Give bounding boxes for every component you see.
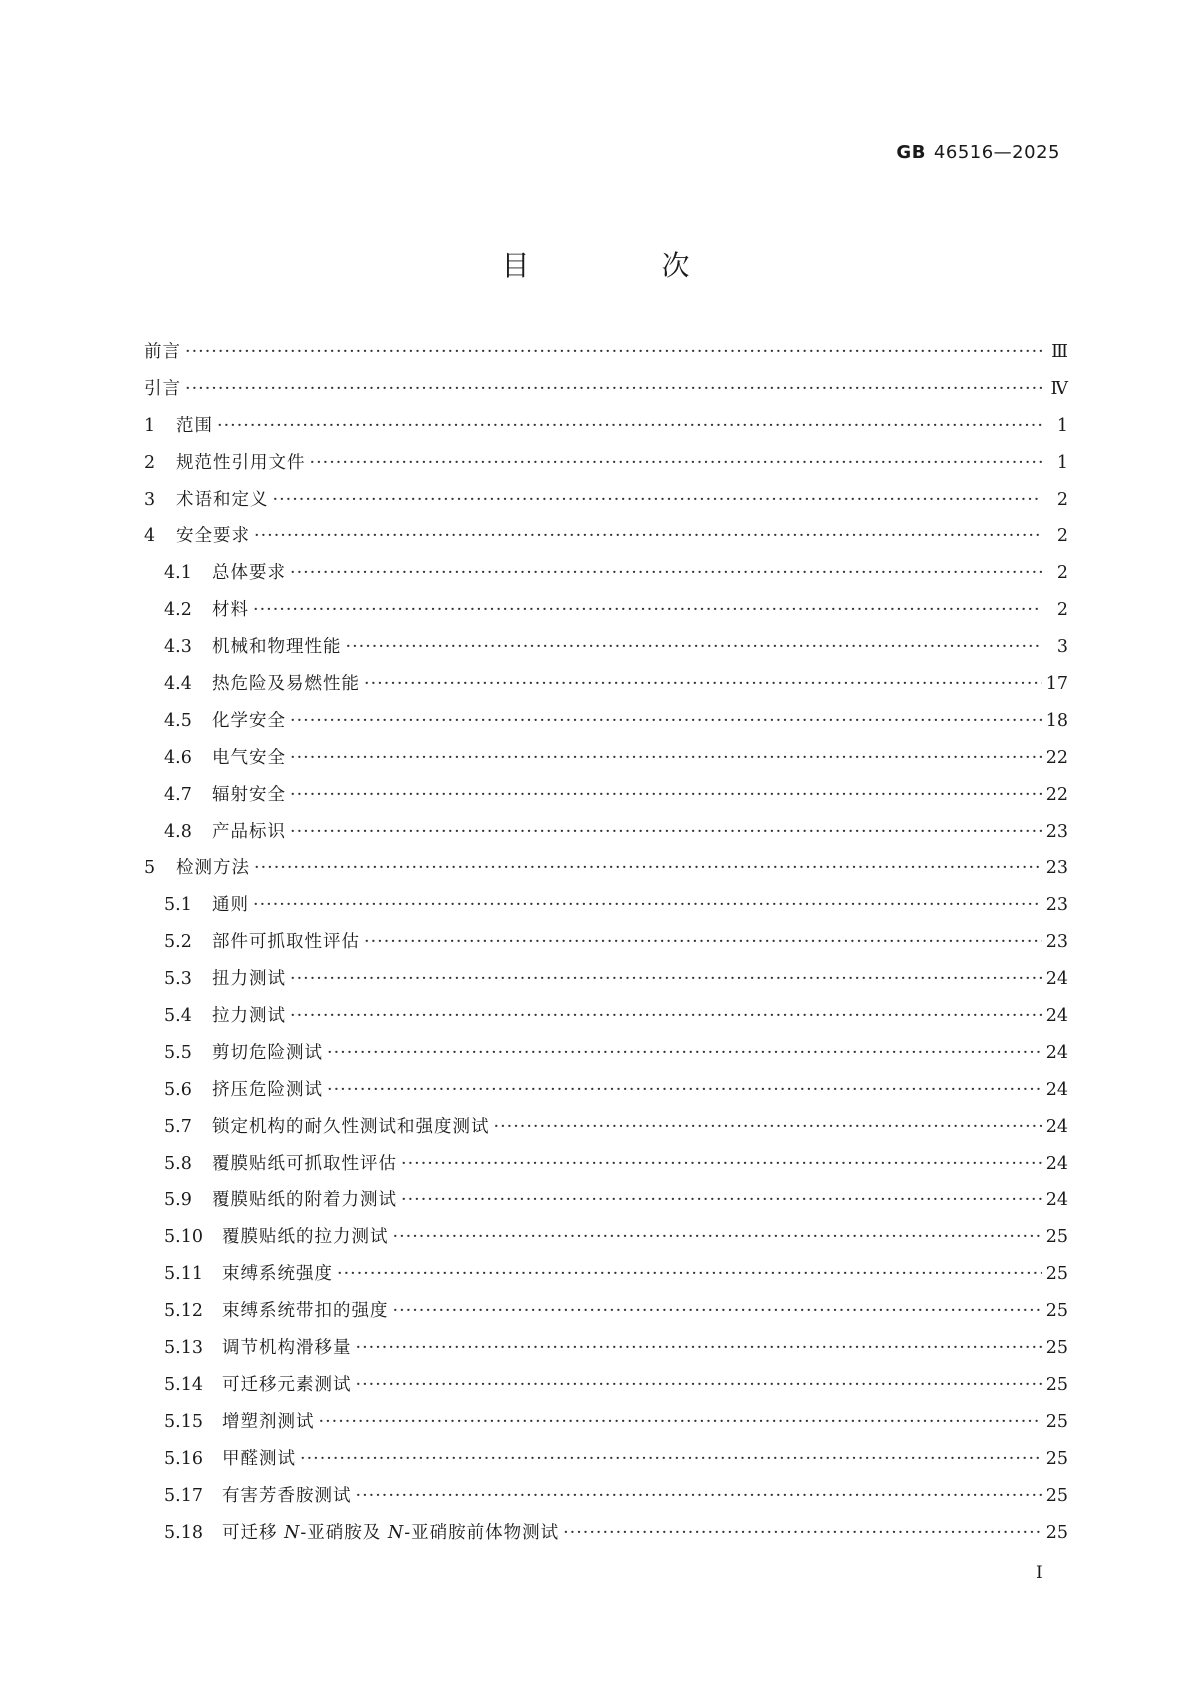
toc-leader-dots: [290, 1006, 1042, 1026]
toc-entry-title: 可迁移元素测试: [222, 1374, 352, 1395]
toc-entry-title: 辐射安全: [212, 784, 286, 805]
toc-entry-page: 24: [1045, 1006, 1068, 1027]
toc-entry[interactable]: [144, 891, 1068, 928]
toc-entry[interactable]: [144, 781, 1068, 818]
toc-entry-number: 5.13: [164, 1338, 203, 1359]
toc-entry-page: 25: [1045, 1485, 1068, 1506]
toc-entry-page: 25: [1045, 1448, 1068, 1469]
toc-entry-page: 24: [1045, 969, 1068, 990]
toc-entry-page: 2: [1056, 563, 1068, 584]
toc-entry-number: 5.7: [164, 1116, 192, 1137]
toc-entry-page: 23: [1045, 895, 1068, 916]
toc-entry-title: 范围: [176, 415, 213, 436]
toc-leader-dots: [290, 748, 1042, 768]
toc-entry-title: 材料: [212, 600, 249, 621]
toc-entry-page: 23: [1045, 858, 1068, 879]
toc-entry-title: 热危险及易燃性能: [212, 674, 360, 695]
toc-leader-dots: [290, 711, 1042, 731]
toc-entry[interactable]: [144, 486, 1068, 523]
toc-entry[interactable]: [144, 1519, 1068, 1556]
toc-entry-page: 24: [1045, 1153, 1068, 1174]
toc-entry-number: 5.6: [164, 1079, 192, 1100]
toc-entry-page: 3: [1056, 637, 1068, 658]
toc-entry[interactable]: [144, 1150, 1068, 1187]
toc-entry-page: 2: [1056, 526, 1068, 547]
toc-leader-dots: [393, 1227, 1042, 1247]
standard-code: 46516—2025: [933, 142, 1060, 163]
toc-entry[interactable]: [144, 338, 1068, 375]
toc-entry-title: 通则: [212, 895, 249, 916]
toc-leader-dots: [327, 1080, 1042, 1100]
toc-entry-title: 有害芳香胺测试: [222, 1485, 352, 1506]
toc-entry-title: 部件可抓取性评估: [212, 932, 360, 953]
toc-entry-number: 5.15: [164, 1411, 203, 1432]
toc-entry-title: 可迁移 N-亚硝胺及 N-亚硝胺前体物测试: [222, 1522, 560, 1543]
toc-leader-dots: [290, 969, 1042, 989]
toc-entry-page: 2: [1056, 600, 1068, 621]
toc-leader-dots: [300, 1449, 1042, 1469]
toc-entry-title: 挤压危险测试: [212, 1079, 323, 1100]
toc-leader-dots: [254, 526, 1042, 546]
toc-entry-number: 5.16: [164, 1448, 203, 1469]
toc-entry-title: 锁定机构的耐久性测试和强度测试: [212, 1116, 490, 1137]
toc-entry-title: 引言: [144, 378, 181, 399]
toc-entry[interactable]: [144, 1223, 1068, 1260]
toc-entry-number: 5: [144, 858, 156, 879]
toc-entry-title: 覆膜贴纸的附着力测试: [212, 1190, 397, 1211]
standard-number: [896, 142, 1060, 163]
toc-entry-page: 23: [1045, 821, 1068, 842]
toc-entry-number: 5.5: [164, 1042, 192, 1063]
toc-entry-page: 25: [1045, 1411, 1068, 1432]
toc-entry-page: 1: [1056, 415, 1068, 436]
toc-leader-dots: [494, 1117, 1042, 1137]
toc-entry-title: 束缚系统带扣的强度: [222, 1301, 389, 1322]
toc-leader-dots: [254, 858, 1042, 878]
toc-entry-page: 22: [1045, 747, 1068, 768]
toc-entry-title: 覆膜贴纸的拉力测试: [222, 1227, 389, 1248]
toc-entry-page: Ⅳ: [1050, 378, 1068, 399]
toc-entry-page: 24: [1045, 1116, 1068, 1137]
toc-entry[interactable]: [144, 965, 1068, 1002]
toc-entry-title: 规范性引用文件: [176, 452, 306, 473]
table-of-contents: [144, 338, 1068, 1555]
toc-entry[interactable]: [144, 1186, 1068, 1223]
toc-entry-page: 24: [1045, 1079, 1068, 1100]
toc-entry-number: 2: [144, 452, 156, 473]
toc-leader-dots: [253, 600, 1042, 620]
toc-leader-dots: [563, 1523, 1042, 1543]
toc-leader-dots: [185, 342, 1042, 362]
toc-leader-dots: [356, 1375, 1042, 1395]
toc-leader-dots: [401, 1154, 1042, 1174]
toc-leader-dots: [364, 674, 1042, 694]
toc-entry-number: 5.4: [164, 1006, 192, 1027]
toc-entry-number: 4.5: [164, 710, 192, 731]
toc-entry-title: 覆膜贴纸可抓取性评估: [212, 1153, 397, 1174]
toc-entry[interactable]: [144, 854, 1068, 891]
toc-entry-page: 25: [1045, 1522, 1068, 1543]
toc-entry-title: 电气安全: [212, 747, 286, 768]
toc-entry[interactable]: [144, 1076, 1068, 1113]
toc-entry[interactable]: [144, 1297, 1068, 1334]
toc-leader-dots: [310, 453, 1043, 473]
page-title: 目 次: [501, 249, 742, 282]
toc-entry-title: 检测方法: [176, 858, 250, 879]
toc-entry-title: 化学安全: [212, 710, 286, 731]
toc-entry[interactable]: [144, 1334, 1068, 1371]
toc-entry-page: 25: [1045, 1338, 1068, 1359]
page-folio: I: [1036, 1563, 1043, 1583]
toc-entry-title: 拉力测试: [212, 1006, 286, 1027]
toc-entry[interactable]: [144, 1371, 1068, 1408]
toc-entry-number: 5.8: [164, 1153, 192, 1174]
toc-entry-number: 5.2: [164, 932, 192, 953]
toc-entry-page: 2: [1056, 489, 1068, 510]
toc-entry-page: Ⅲ: [1051, 342, 1068, 362]
toc-entry[interactable]: [144, 818, 1068, 855]
toc-entry-number: 5.10: [164, 1227, 203, 1248]
toc-entry-number: 5.18: [164, 1522, 203, 1543]
toc-leader-dots: [356, 1486, 1042, 1506]
toc-entry[interactable]: [144, 375, 1068, 412]
toc-entry-number: 5.1: [164, 895, 192, 916]
toc-entry-page: 24: [1045, 1190, 1068, 1211]
toc-leader-dots: [327, 1043, 1042, 1063]
toc-entry-title: 调节机构滑移量: [222, 1338, 352, 1359]
toc-entry[interactable]: [144, 633, 1068, 670]
toc-entry-number: 5.3: [164, 969, 192, 990]
toc-entry-title: 总体要求: [212, 563, 286, 584]
toc-entry-title: 产品标识: [212, 821, 286, 842]
toc-entry[interactable]: [144, 670, 1068, 707]
toc-entry-number: 5.9: [164, 1190, 192, 1211]
toc-entry-page: 17: [1045, 674, 1068, 695]
toc-entry[interactable]: [144, 559, 1068, 596]
toc-leader-dots: [364, 932, 1042, 952]
toc-entry-number: 4.2: [164, 600, 192, 621]
toc-entry[interactable]: [144, 1482, 1068, 1519]
toc-leader-dots: [356, 1338, 1042, 1358]
toc-entry-page: 22: [1045, 784, 1068, 805]
toc-leader-dots: [401, 1190, 1042, 1210]
toc-leader-dots: [346, 637, 1043, 657]
toc-entry-page: 25: [1045, 1374, 1068, 1395]
toc-entry-title: 术语和定义: [176, 489, 269, 510]
toc-entry-number: 4.1: [164, 563, 192, 584]
toc-entry[interactable]: [144, 596, 1068, 633]
toc-leader-dots: [290, 563, 1042, 583]
toc-leader-dots: [393, 1301, 1042, 1321]
toc-entry-page: 25: [1045, 1227, 1068, 1248]
toc-entry[interactable]: [144, 928, 1068, 965]
toc-entry[interactable]: [144, 1039, 1068, 1076]
toc-leader-dots: [273, 490, 1043, 510]
toc-entry-title: 剪切危险测试: [212, 1042, 323, 1063]
toc-entry[interactable]: [144, 522, 1068, 559]
standard-prefix: GB: [896, 142, 926, 163]
toc-entry[interactable]: [144, 707, 1068, 744]
toc-entry-number: 4.7: [164, 784, 192, 805]
toc-entry-number: 4.6: [164, 747, 192, 768]
toc-entry[interactable]: [144, 449, 1068, 486]
toc-entry[interactable]: [144, 1260, 1068, 1297]
toc-leader-dots: [337, 1264, 1042, 1284]
toc-entry-title: 增塑剂测试: [222, 1411, 315, 1432]
toc-entry[interactable]: [144, 1445, 1068, 1482]
toc-entry-title: 束缚系统强度: [222, 1264, 333, 1285]
toc-entry-page: 1: [1056, 452, 1068, 473]
toc-entry-title: 机械和物理性能: [212, 637, 342, 658]
toc-entry-number: 4: [144, 526, 156, 547]
toc-entry-number: 3: [144, 489, 156, 510]
toc-entry[interactable]: [144, 1002, 1068, 1039]
toc-entry[interactable]: [144, 744, 1068, 781]
toc-leader-dots: [185, 379, 1042, 399]
toc-entry-title: 甲醛测试: [222, 1448, 296, 1469]
toc-entry[interactable]: [144, 1113, 1068, 1150]
toc-entry-number: 5.14: [164, 1374, 203, 1395]
toc-leader-dots: [253, 895, 1042, 915]
toc-entry[interactable]: [144, 1408, 1068, 1445]
toc-entry-page: 25: [1045, 1301, 1068, 1322]
toc-entry-number: 4.8: [164, 821, 192, 842]
toc-entry-page: 18: [1045, 710, 1068, 731]
toc-leader-dots: [217, 416, 1042, 436]
toc-entry-title: 扭力测试: [212, 969, 286, 990]
toc-entry-page: 23: [1045, 932, 1068, 953]
toc-entry-number: 4.3: [164, 637, 192, 658]
toc-entry-number: 5.11: [164, 1264, 203, 1285]
toc-leader-dots: [290, 822, 1042, 842]
toc-entry-page: 24: [1045, 1042, 1068, 1063]
toc-entry-number: 4.4: [164, 674, 192, 695]
toc-leader-dots: [290, 785, 1042, 805]
toc-entry-number: 5.17: [164, 1485, 203, 1506]
toc-entry-title: 前言: [144, 342, 181, 362]
toc-entry-title: 安全要求: [176, 526, 250, 547]
toc-entry-number: 5.12: [164, 1301, 203, 1322]
toc-leader-dots: [319, 1412, 1042, 1432]
toc-entry-number: 1: [144, 415, 156, 436]
toc-entry[interactable]: [144, 412, 1068, 449]
toc-entry-page: 25: [1045, 1264, 1068, 1285]
